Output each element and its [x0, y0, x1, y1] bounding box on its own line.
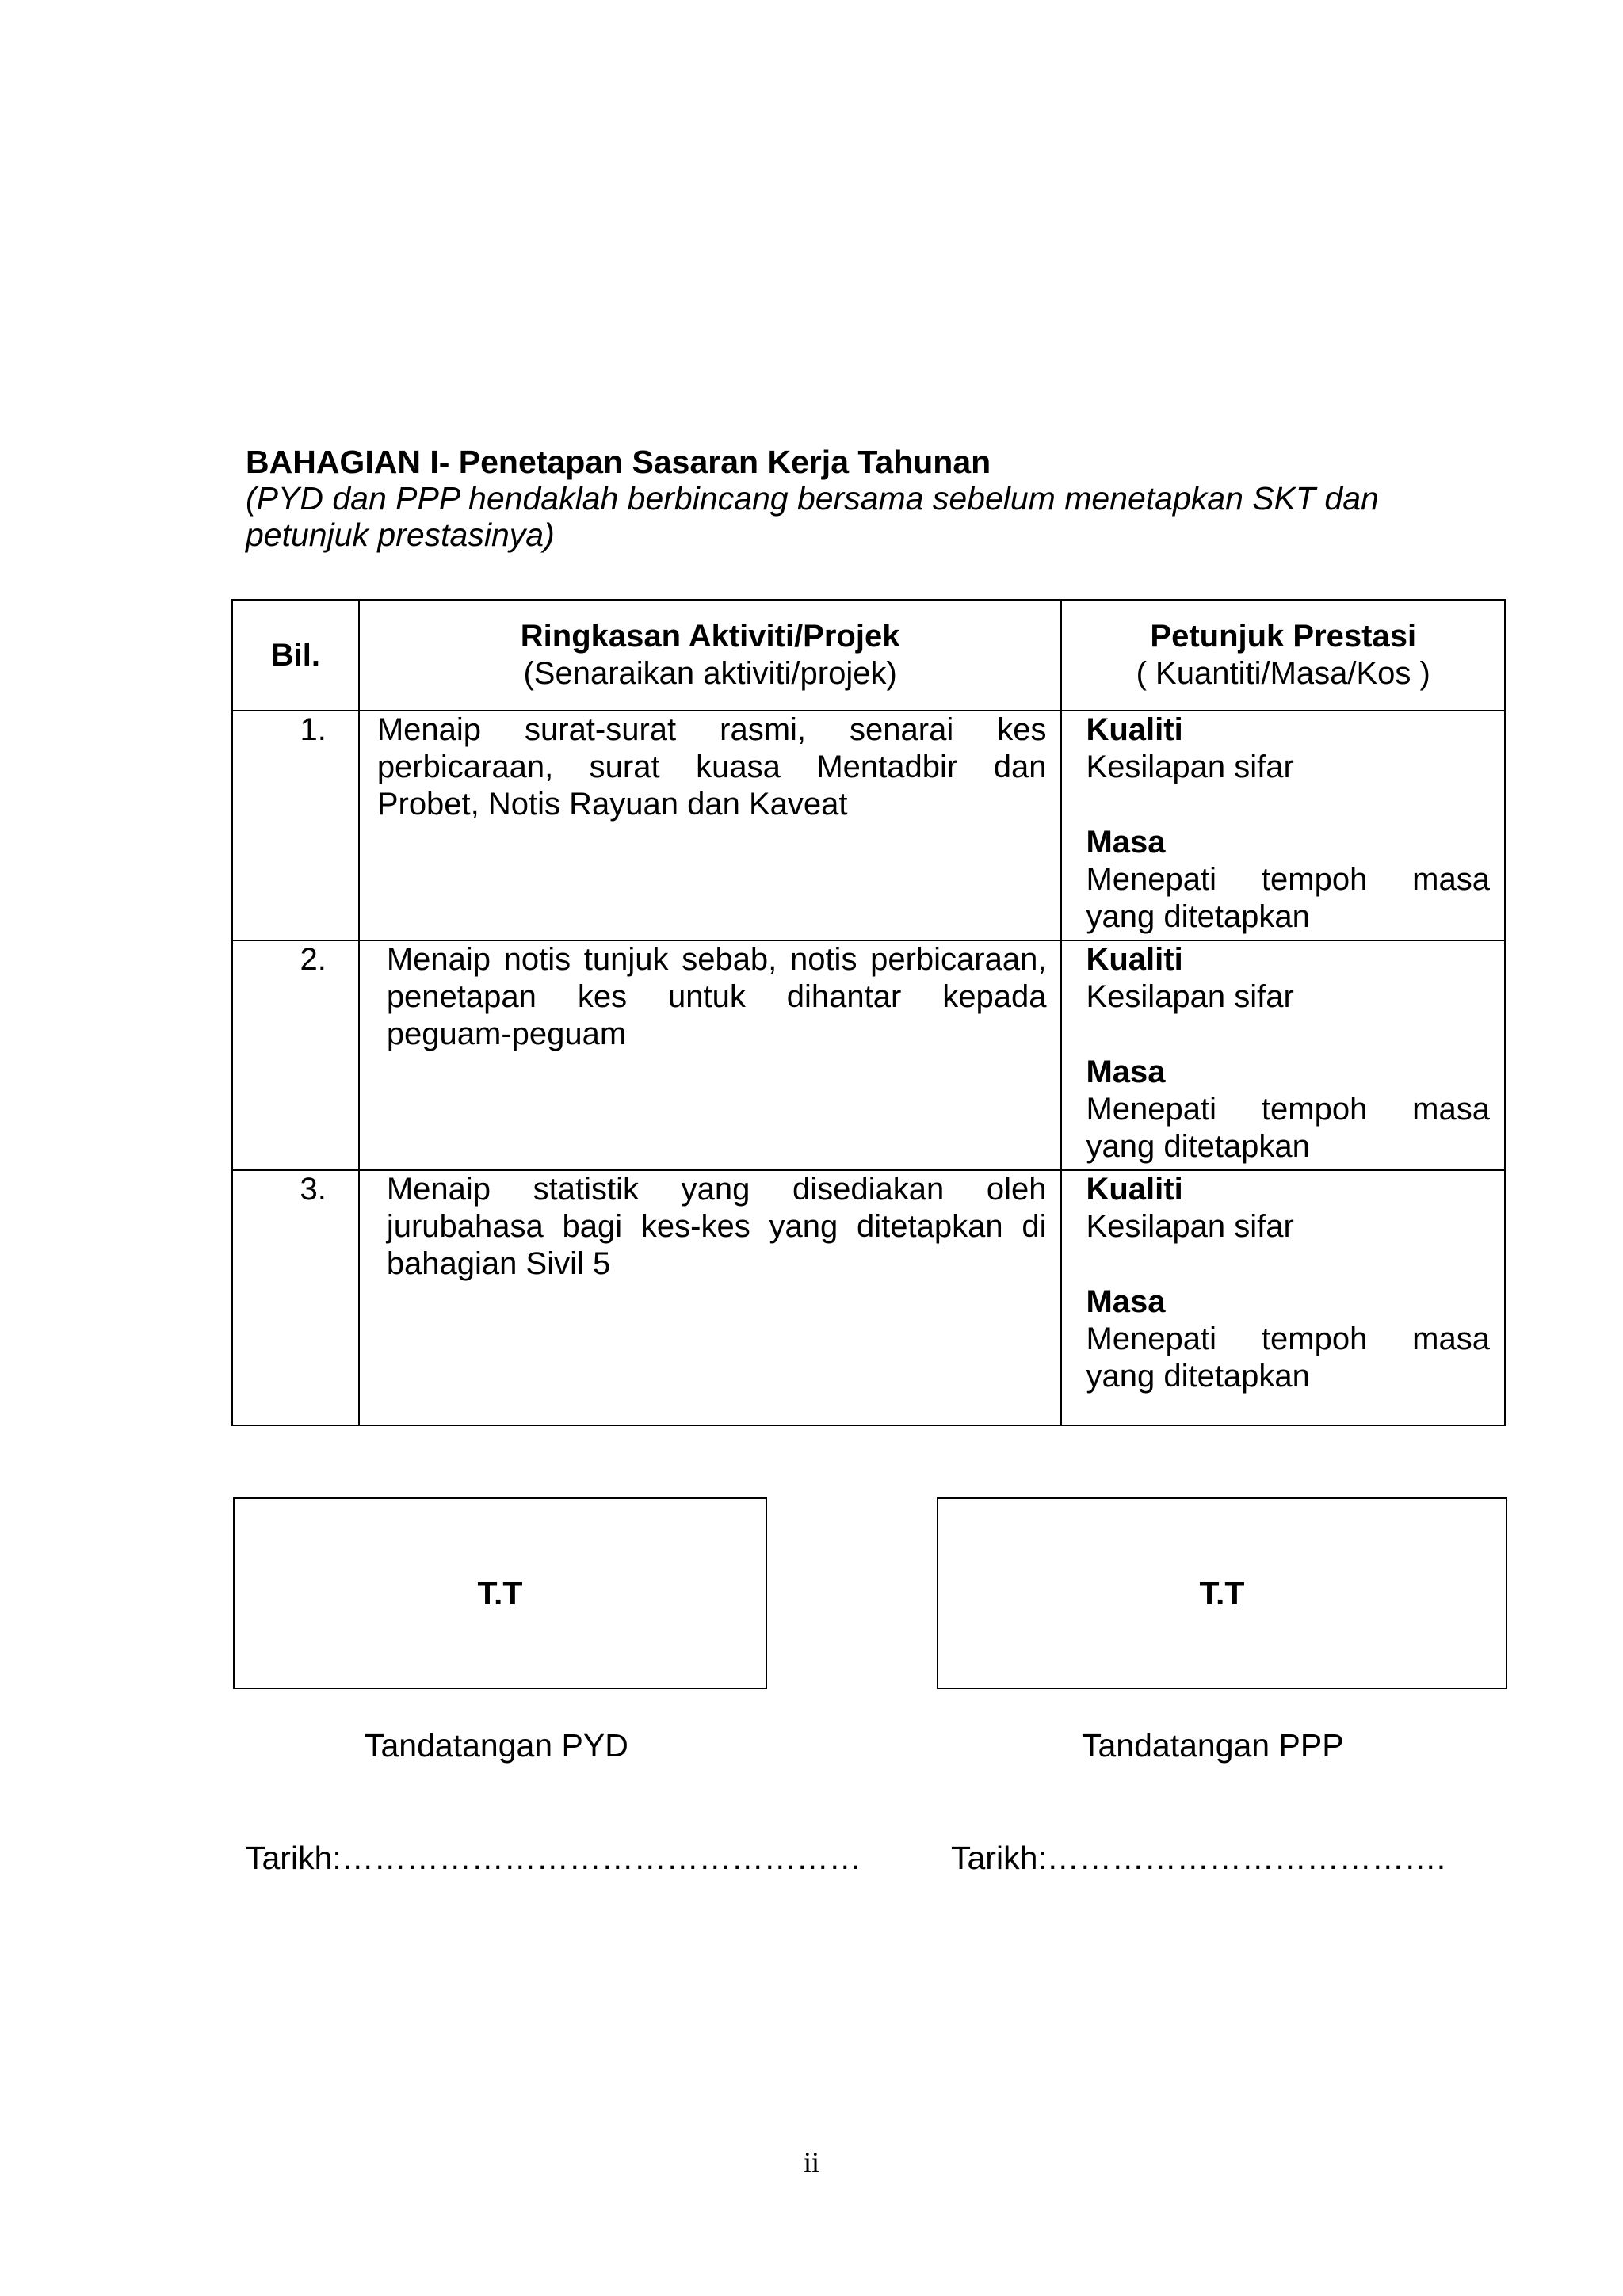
header-indicator-title: Petunjuk Prestasi — [1150, 619, 1417, 654]
header-activity — [359, 600, 1062, 711]
header-bil-label: Bil. — [270, 637, 321, 673]
table-row — [232, 711, 1505, 940]
time-label: Masa — [1086, 1284, 1166, 1319]
section-subtitle-line2: petunjuk prestasinya) — [246, 517, 555, 553]
table-row — [232, 1170, 1505, 1425]
quality-text: Kesilapan sifar — [1086, 979, 1294, 1014]
row-number: 1. — [232, 711, 359, 940]
header-activity-subtitle: (Senaraikan aktiviti/projek) — [523, 656, 897, 691]
header-indicator — [1061, 600, 1505, 711]
quality-text: Kesilapan sifar — [1086, 1209, 1294, 1244]
time-label: Masa — [1086, 1055, 1166, 1089]
quality-text: Kesilapan sifar — [1086, 749, 1294, 784]
table-header-row — [232, 600, 1505, 711]
row-number: 3. — [232, 1170, 359, 1425]
section-heading — [246, 444, 1482, 553]
time-text: Menepati tempoh masa yang ditetapkan — [1086, 1092, 1490, 1164]
row-activity — [359, 711, 1062, 940]
ppp-signature-mark: T.T — [1199, 1574, 1245, 1611]
row-activity — [359, 1170, 1062, 1425]
header-bil — [232, 600, 359, 711]
page-number: ii — [803, 2146, 819, 2178]
time-text: Menepati tempoh masa yang ditetapkan — [1086, 1322, 1490, 1394]
quality-label: Kualiti — [1086, 1172, 1183, 1207]
ppp-signature-caption: Tandatangan PPP — [1082, 1727, 1344, 1764]
row-indicator — [1061, 1170, 1505, 1425]
pyd-date-line: Tarikh:………………………………………… — [246, 1840, 861, 1876]
row-indicator — [1061, 711, 1505, 940]
section-title: BAHAGIAN I- Penetapan Sasaran Kerja Tahunan — [246, 444, 991, 480]
pyd-signature-box — [233, 1497, 767, 1689]
pyd-signature-mark: T.T — [477, 1574, 523, 1611]
skt-table — [231, 599, 1506, 1426]
time-label: Masa — [1086, 825, 1166, 860]
activity-text: Menaip surat-surat rasmi, senarai kes perbicaraan, surat kuasa Mentadbir dan Probet, Notis Rayuan dan Kaveat — [376, 712, 1047, 822]
ppp-date-line: Tarikh:………………………………. — [951, 1840, 1446, 1876]
activity-text: Menaip notis tunjuk sebab, notis perbicaraan, penetapan kes untuk dihantar kepada peguam-peguam — [386, 942, 1047, 1051]
activity-text: Menaip statistik yang disediakan oleh jurubahasa bagi kes-kes yang ditetapkan di bahagian Sivil 5 — [386, 1172, 1047, 1281]
header-indicator-subtitle: ( Kuantiti/Masa/Kos ) — [1136, 656, 1430, 691]
quality-label: Kualiti — [1086, 942, 1183, 977]
pyd-signature-caption: Tandatangan PYD — [365, 1727, 628, 1764]
section-subtitle-line1: (PYD dan PPP hendaklah berbincang bersama sebelum menetapkan SKT dan — [246, 480, 1379, 517]
quality-label: Kualiti — [1086, 712, 1183, 747]
ppp-signature-box — [937, 1497, 1507, 1689]
header-activity-title: Ringkasan Aktiviti/Projek — [520, 619, 900, 654]
time-text: Menepati tempoh masa yang ditetapkan — [1086, 862, 1490, 934]
row-indicator — [1061, 940, 1505, 1170]
row-activity — [359, 940, 1062, 1170]
table-row — [232, 940, 1505, 1170]
row-number: 2. — [232, 940, 359, 1170]
